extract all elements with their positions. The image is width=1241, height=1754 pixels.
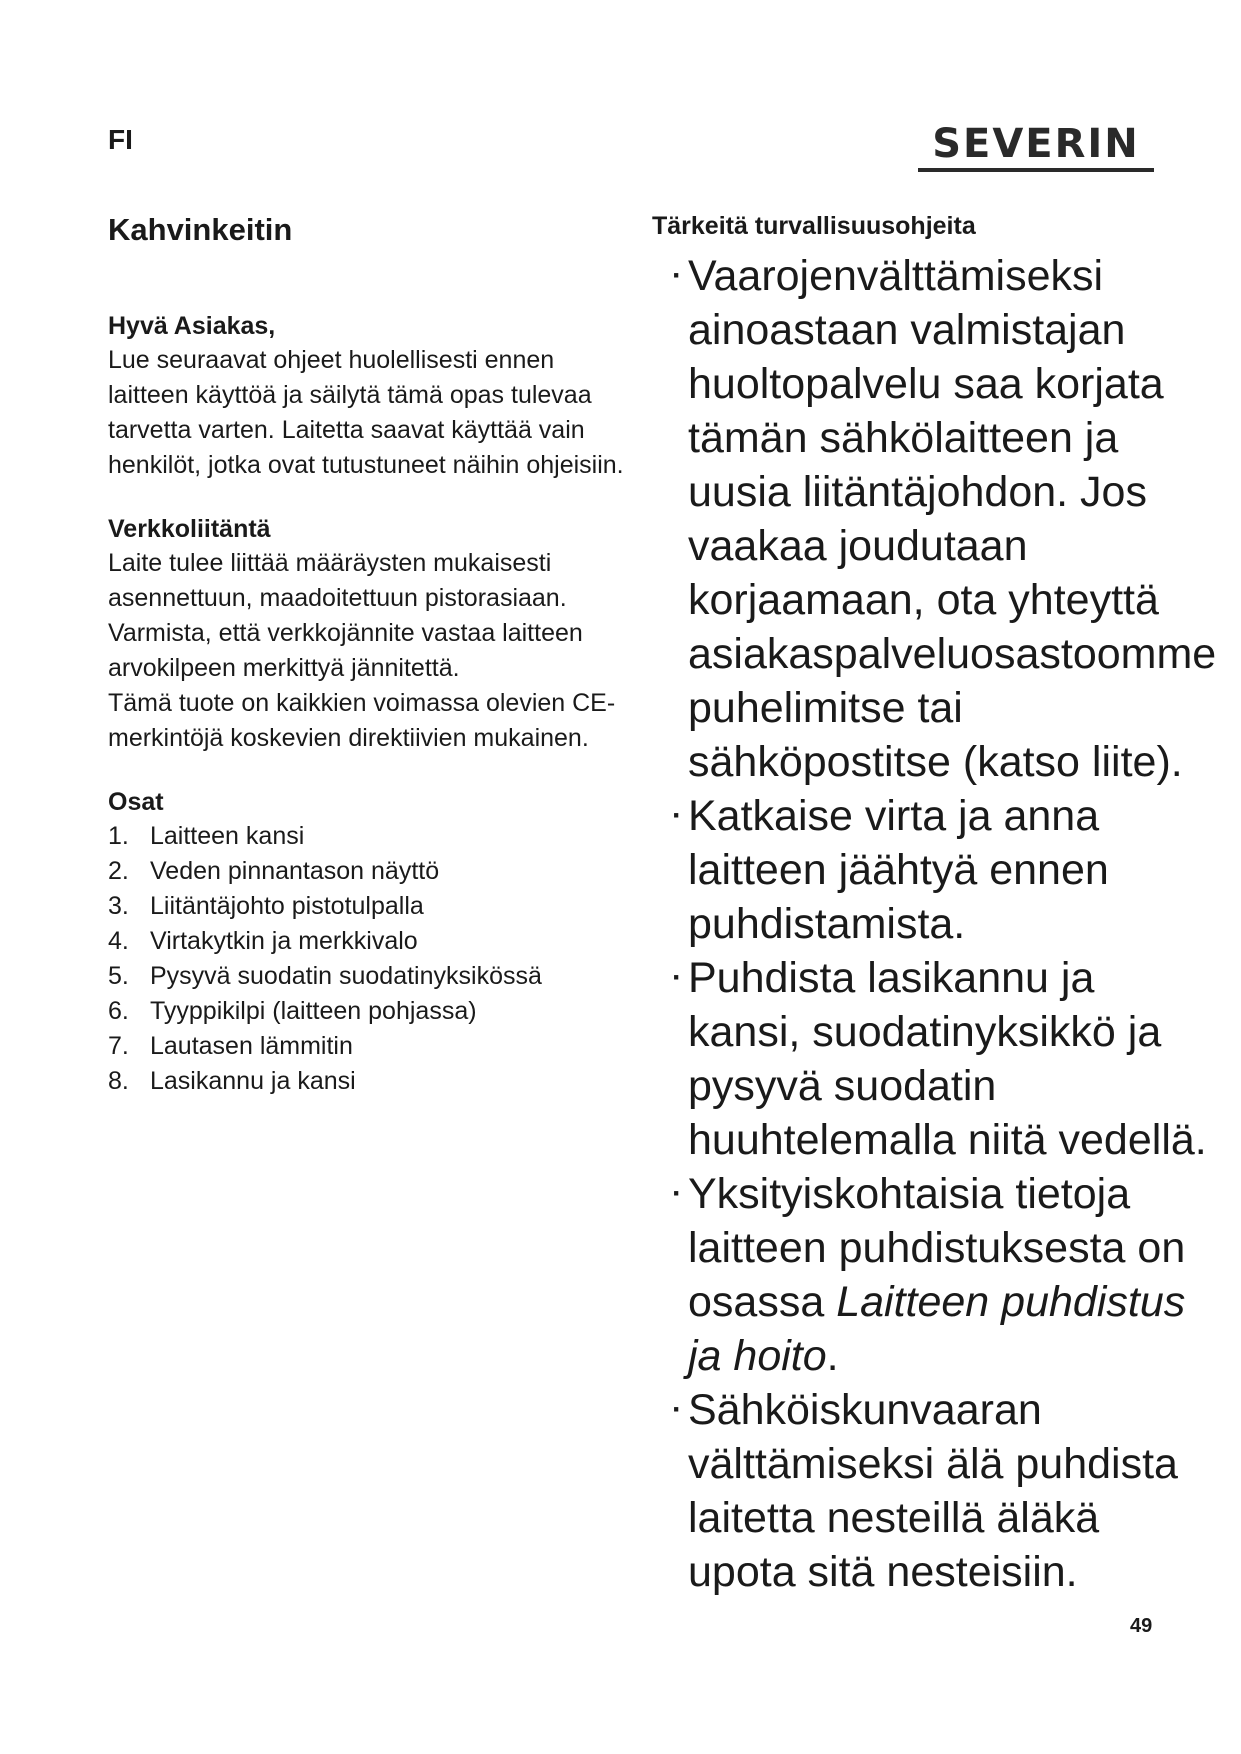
safety-item: · Yksityiskohtaisia tietoja laitteen puhdistuksesta on osassa Laitteen puhdistus ja hoito.	[652, 1167, 1212, 1383]
list-item: 1. Laitteen kansi	[108, 822, 305, 850]
safety-item: · Katkaise virta ja anna laitteen jäähtyä ennen puhdistamista.	[652, 789, 1212, 951]
parts-section	[108, 786, 628, 1099]
list-item: 6. Tyyppikilpi (laitteen pohjassa)	[108, 997, 477, 1025]
bullet-icon: ·	[672, 799, 682, 832]
list-item: 4. Virtakytkin ja merkkivalo	[108, 927, 418, 955]
language-code: FI	[108, 124, 133, 155]
bullet-icon: ·	[672, 1393, 682, 1426]
ce-text: Tämä tuote on kaikkien voimassa olevien CE-merkintöjä koskevien direktiivien mukainen.	[108, 689, 616, 752]
list-item: 2. Veden pinnantason näyttö	[108, 857, 440, 885]
safety-item: · Puhdista lasikannu ja kansi, suodatinyksikkö ja pysyvä suodatin huuhtelemalla niitä vedellä.	[652, 951, 1212, 1167]
list-item: 5. Pysyvä suodatin suodatinyksikössä	[108, 962, 542, 990]
right-column	[652, 212, 1217, 1599]
parts-heading: Osat	[108, 788, 164, 816]
connection-section	[108, 513, 628, 756]
page-number: 49	[1130, 1615, 1153, 1637]
bullet-icon: ·	[672, 1177, 682, 1210]
list-item: 3. Liitäntäjohto pistotulpalla	[108, 892, 424, 920]
safety-item: · Sähköiskunvaaran välttämiseksi älä puhdista laitetta nesteillä äläkä upota sitä nesteisiin.	[652, 1383, 1212, 1599]
left-column	[108, 212, 628, 1129]
safety-heading: Tärkeitä turvallisuusohjeita	[652, 212, 976, 240]
brand-logo: SEVERIN	[918, 122, 1154, 172]
greeting-section	[108, 310, 628, 483]
bullet-icon: ·	[672, 259, 682, 292]
bullet-icon: ·	[672, 961, 682, 994]
list-item: 8. Lasikannu ja kansi	[108, 1067, 356, 1095]
connection-text: Laite tulee liittää määräysten mukaisesti asennettuun, maadoitettuun pistorasiaan. Varmista, että verkkojännite vastaa laitteen arvokilpeen merkittyä jännitettä.	[108, 549, 583, 682]
parts-list	[108, 819, 628, 1099]
connection-heading: Verkkoliitäntä	[108, 515, 271, 543]
list-item: 7. Lautasen lämmitin	[108, 1032, 353, 1060]
page-title: Kahvinkeitin	[108, 212, 293, 247]
safety-item: · Vaarojenvälttämiseksi ainoastaan valmistajan huoltopalvelu saa korjata tämän sähkölaitteen ja uusia liitäntäjohdon. Jos vaakaa joudutaan korjaamaan, ota yhteyttä asiakaspalveluosastoomme puhelimitse tai sähköpostitse (katso liite).	[652, 249, 1212, 789]
greeting-heading: Hyvä Asiakas,	[108, 312, 276, 340]
greeting-text: Lue seuraavat ohjeet huolellisesti ennen laitteen käyttöä ja säilytä tämä opas tulevaa tarvetta varten. Laitetta saavat käyttää vain henkilöt, jotka ovat tutustuneet näihin ohjeisiin.	[108, 346, 624, 479]
